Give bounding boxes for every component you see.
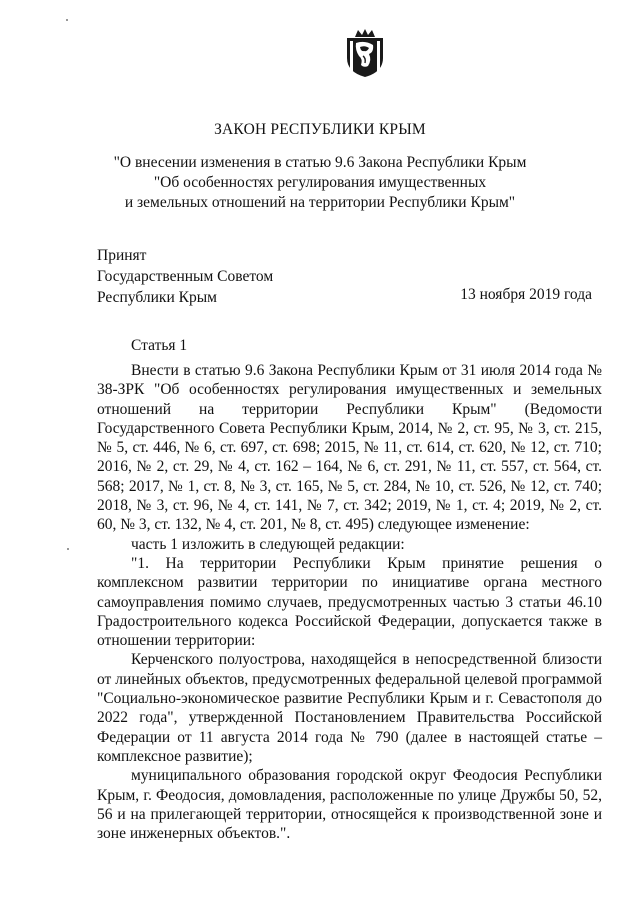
article-paragraph: Керченского полуострова, находящейся в непосредственной близости от линейных объектов, предусмотренных федеральной целевой программой "Социально-экономическое развитие Республики Крым и г. Севастополя до 2022 года", утвержденной Постановлением Правительства Российской Федерации от 11 августа 2014 года № 790 (далее в настоящей статье – комплексное развитие); (97, 651, 602, 765)
subtitle-line: "Об особенностях регулирования имущественных (153, 174, 487, 191)
adoption-line: Государственным Советом (97, 268, 274, 285)
article-paragraph: "1. На территории Республики Крым принятие решения о комплексном развитии территории по инициативе органа местного самоуправления помимо случаев, предусмотренных частью 3 статьи 46.10 Градостроительного кодекса Российской Федерации, допускается также в отношении территории: (97, 554, 602, 650)
article-heading: Статья 1 (131, 337, 188, 354)
scan-speck (67, 548, 69, 550)
adoption-line: Республики Крым (97, 289, 217, 306)
crimea-coat-of-arms-icon (343, 28, 387, 78)
adoption-line: Принят (97, 247, 147, 264)
law-title: ЗАКОН РЕСПУБЛИКИ КРЫМ (214, 121, 426, 138)
adoption-block (97, 245, 273, 308)
subtitle-line: "О внесении изменения в статью 9.6 Закона Республики Крым (113, 154, 527, 171)
article-paragraph: Внести в статью 9.6 Закона Республики Крым от 31 июля 2014 года № 38-ЗРК "Об особенностях регулирования имущественных и земельных отношений на территории Республики Крым" (Ведомости Государственного Совета Республики Крым, 2014, № 2, ст. 95, № 3, ст. 215, № 5, ст. 446, № 6, ст. 697, ст. 698; 2015, № 11, ст. 614, ст. 620, № 12, ст. 710; 2016, № 2, ст. 29, № 4, ст. 162 – 164, № 6, ст. 291, № 11, ст. 557, ст. 564, ст. 568; 2017, № 1, ст. 8, № 3, ст. 165, № 5, ст. 284, № 10, ст. 526, № 12, ст. 740; 2018, № 3, ст. 96, № 4, ст. 141, № 7, ст. 342; 2019, № 1, ст. 4; 2019, № 2, ст. 60, № 3, ст. 132, № 4, ст. 201, № 8, ст. 495) следующее изменение: (97, 362, 602, 534)
article-paragraph: часть 1 изложить в следующей редакции: (131, 535, 405, 553)
article-paragraph: муниципального образования городской округ Феодосия Республики Крым, г. Феодосия, домовладения, расположенные по улице Дружбы 50, 52, 56 и на прилегающей территории, относящейся к производственной зоне и зоне инженерных объектов.". (97, 767, 602, 843)
scan-speck (66, 19, 68, 21)
article-body (97, 361, 602, 843)
subtitle-line: и земельных отношений на территории Республики Крым" (124, 194, 516, 211)
adoption-date: 13 ноября 2019 года (460, 286, 592, 303)
law-subtitle (0, 153, 640, 213)
